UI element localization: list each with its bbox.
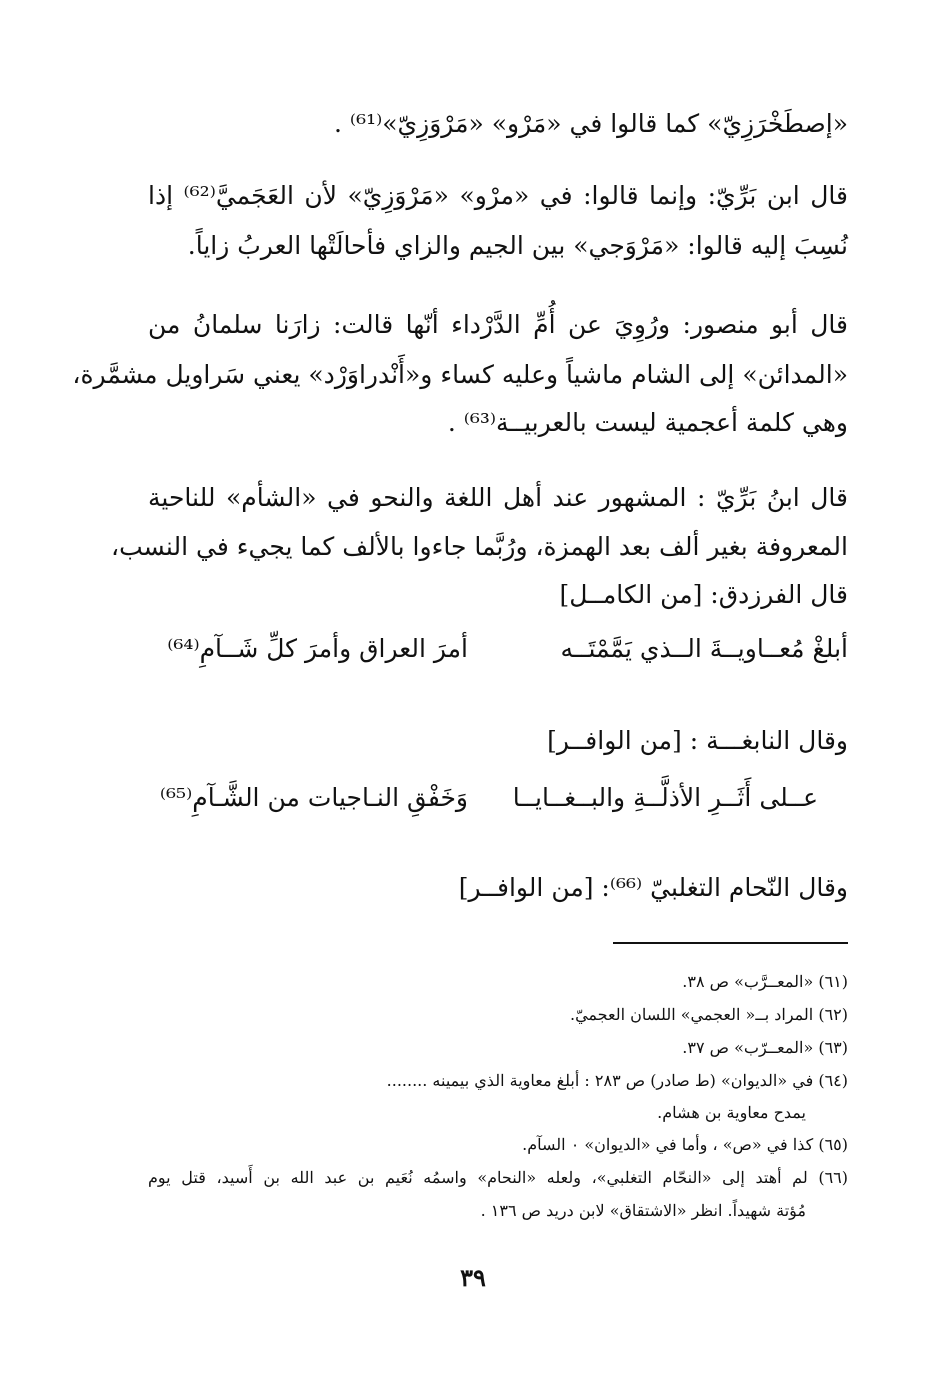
body-line: قال ابن بَرِّيّ: وإنما قالوا: في «مرْو» «مَرْوَزِيّ» لأن العَجَميَّ⁽⁶²⁾ إذا <box>148 181 848 210</box>
body-line: «المدائن» إلى الشام ماشياً وعليه كساء و«أَنْدراوَرْد» يعني سَراويل مشمَّرة، <box>72 360 848 389</box>
verse-second-hemistich: وَخَفْقِ النـاجيات من الشَّـآمِ⁽⁶⁵⁾ <box>159 783 468 812</box>
verse-second-hemistich: أمرَ العراق وأمرَ كلِّ شَــآمِ⁽⁶⁴⁾ <box>167 634 468 663</box>
body-line: وقال النّحام التغلبيّ ⁽⁶⁶⁾: [من الوافــر] <box>458 873 848 902</box>
body-line: نُسِبَ إليه قالوا: «مَرْوَجي» بين الجيم والزاي فأحالَتْها العربُ زاياً. <box>187 231 848 260</box>
body-line: وقال النابغـــة : [من الوافــر] <box>547 726 848 755</box>
footnote: يمدح معاوية بن هشام. <box>657 1103 806 1122</box>
footnote: (٦٥) كذا في «ص» ، وأما في «الديوان» ٠ السآم. <box>522 1135 848 1154</box>
footnote-divider <box>613 942 848 944</box>
body-line: قال ابنُ بَرِّيّ : المشهور عند أهل اللغة والنحو في «الشأم» للناحية <box>148 483 848 512</box>
footnote: (٦٢) المراد بــ« العجمي» اللسان العجميّ. <box>570 1005 848 1024</box>
page-number: ٣٩ <box>460 1263 486 1292</box>
footnote: مُؤتة شهيداً. انظر «الاشتقاق» لابن دريد ص ١٣٦ . <box>480 1201 806 1220</box>
body-line: قال أبو منصور: ورُوِيَ عن أُمِّ الدَّرْداء أنّها قالت: زارَنا سلمانُ من <box>148 310 848 339</box>
footnote: (٦١) «المعــرَّب» ص ٣٨. <box>682 972 848 991</box>
verse-first-hemistich: أبلغْ مُعــاويــةَ الــذي يَمَّمْتَــه <box>560 634 848 663</box>
body-line: «إصطَخْرَزِيّ» كما قالوا في «مَرْو» «مَرْوَزِيّ»⁽⁶¹⁾ . <box>334 109 848 138</box>
body-line: المعروفة بغير ألف بعد الهمزة، ورُبَّما جاءوا بالألف كما يجيء في النسب، <box>111 532 848 561</box>
body-line: وهي كلمة أعجمية ليست بالعربيــة⁽⁶³⁾ . <box>447 408 848 437</box>
verse-first-hemistich: عــلى أَثَــرِ الأذلَّــةِ والبــغــايــا <box>512 783 818 812</box>
body-line: قال الفرزدق: [من الكامــل] <box>559 580 848 609</box>
footnote: (٦٣) «المعــرّب» ص ٣٧. <box>682 1038 848 1057</box>
footnote: (٦٦) لم أهتد إلى «النحّام التغلبي»، ولعله «النحام» واسمُه نُعَيم بن عبد الله بن أَسيد، قتل يوم <box>148 1168 848 1187</box>
footnote: (٦٤) في «الديوان» (ط صادر) ص ٢٨٣ : أبلغ معاوية الذي بيمينه ........ <box>386 1071 848 1090</box>
